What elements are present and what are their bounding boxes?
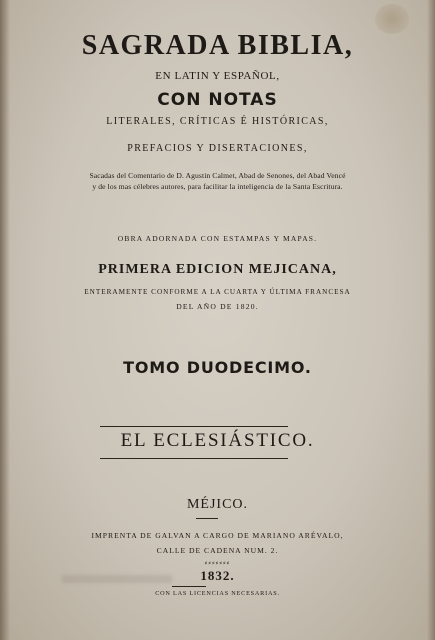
- source-line-2: y de los mas célebres autores, para facilitar la inteligencia de la Santa Escritura.: [92, 182, 343, 191]
- divider-rule: [100, 426, 288, 427]
- book-title: SAGRADA BIBLIA,: [81, 30, 354, 61]
- language-line: EN LATIN Y ESPAÑOL,: [155, 70, 280, 82]
- license-line: CON LAS LICENCIAS NECESARIAS.: [155, 590, 280, 597]
- ornament: ⸗⸗⸗⸗⸗⸗⸗: [204, 558, 231, 567]
- notes-description: LITERALES, CRÍTICAS É HISTÓRICAS,: [106, 116, 329, 127]
- edition-source-line: ENTERAMENTE CONFORME A LA CUARTA Y ÚLTIMA FRANCESA: [84, 288, 351, 296]
- source-line-1: Sacadas del Comentario de D. Agustin Calmet, Abad de Senones, del Abad Vencé: [89, 171, 346, 180]
- divider-rule: [172, 586, 206, 587]
- divider-rule: [196, 518, 218, 519]
- volume-heading: TOMO DUODECIMO.: [123, 358, 312, 377]
- illustrations-line: OBRA ADORNADA CON ESTAMPAS Y MAPAS.: [117, 234, 318, 243]
- con-notas-heading: CON NOTAS: [157, 90, 278, 110]
- book-name: EL ECLESIÁSTICO.: [120, 430, 315, 451]
- prefaces-line: PREFACIOS Y DISERTACIONES,: [127, 143, 308, 154]
- address-line: CALLE DE CADENA NUM. 2.: [156, 546, 279, 555]
- city: MÉJICO.: [186, 497, 249, 512]
- printer-line: IMPRENTA DE GALVAN A CARGO DE MARIANO ARÉVALO,: [91, 531, 344, 540]
- divider-rule: [100, 458, 288, 459]
- edition-year-line: DEL AÑO DE 1820.: [176, 302, 259, 311]
- edition-heading: PRIMERA EDICION MEJICANA,: [98, 262, 337, 277]
- publication-year: 1832.: [200, 568, 235, 583]
